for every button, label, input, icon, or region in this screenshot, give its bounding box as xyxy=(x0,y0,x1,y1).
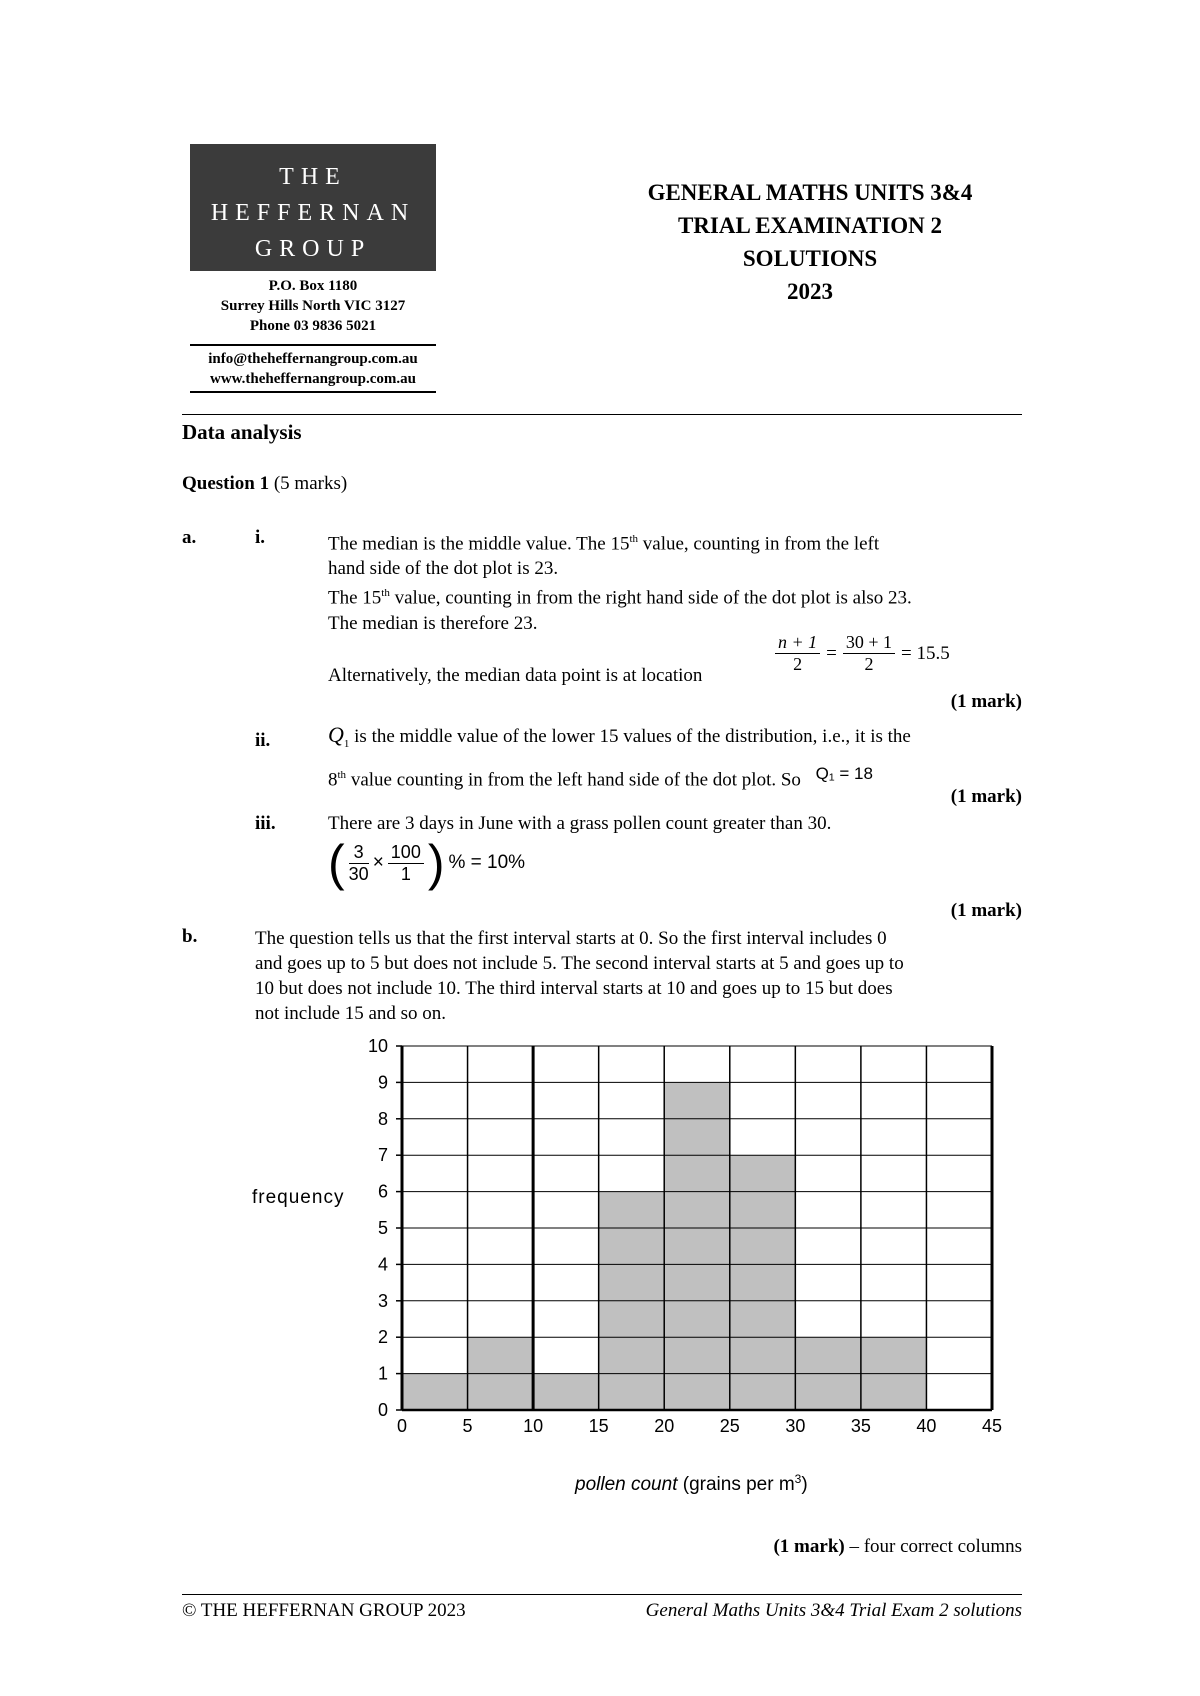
header-rule xyxy=(182,414,1022,415)
b-mark: (1 mark) xyxy=(773,1536,845,1557)
question-marks: (5 marks) xyxy=(273,473,348,494)
a-iii-formula xyxy=(328,835,526,891)
a-ii-answer: Q₁ = 18 xyxy=(815,764,873,784)
q1-symbol: Q xyxy=(328,722,344,747)
a-iii-result: % = 10% xyxy=(448,852,526,873)
a-i-frac-2-den: 2 xyxy=(864,654,874,674)
y-tick-label: 8 xyxy=(377,1108,388,1129)
a-iii-frac-1-den: 30 xyxy=(348,863,369,884)
histogram-bar xyxy=(664,1082,730,1410)
part-a-iii-label: iii. xyxy=(255,813,276,834)
a-i-line-2: hand side of the dot plot is 23. xyxy=(328,558,559,580)
logo-line-1: THE xyxy=(279,164,347,190)
email-link[interactable]: info@theheffernangroup.com.au xyxy=(208,351,418,367)
a-ii-sup: th xyxy=(337,768,347,781)
x-tick-label: 40 xyxy=(916,1416,937,1436)
part-a-i-label: i. xyxy=(255,527,266,548)
phone: Phone 03 9836 5021 xyxy=(249,318,377,334)
a-i-frac-1 xyxy=(775,632,820,675)
title-year: 2023 xyxy=(787,279,833,304)
left-paren: ( xyxy=(328,835,345,891)
b-mark-note: – four correct columns xyxy=(844,1536,1022,1557)
y-axis-label: frequency xyxy=(252,1187,345,1208)
part-b-label: b. xyxy=(182,926,198,947)
a-i-frac-2-num: 30 + 1 xyxy=(843,632,895,654)
y-tick-label: 3 xyxy=(377,1290,388,1311)
b-line-2: and goes up to 5 but does not include 5. The second interval starts at 5 and goes up to xyxy=(255,953,904,974)
a-iii-frac-2-den: 1 xyxy=(400,863,411,884)
q1-subscript: 1 xyxy=(343,737,350,750)
x-tick-label: 0 xyxy=(396,1416,408,1436)
a-i-alt-text: Alternatively, the median data point is at location xyxy=(328,665,703,686)
y-tick-label: 2 xyxy=(377,1327,388,1348)
b-mark-line xyxy=(773,1536,1022,1558)
title-line-3: SOLUTIONS xyxy=(742,246,878,271)
equals-sign: = xyxy=(826,642,837,664)
a-iii-frac-1-num: 3 xyxy=(349,842,369,864)
logo-line-3: GROUP xyxy=(254,236,372,262)
y-tick-label: 5 xyxy=(377,1218,388,1238)
a-iii-line-1: There are 3 days in June with a grass pollen count greater than 30. xyxy=(328,813,832,834)
a-i-line-1a: The median is the middle value. The 15 xyxy=(328,533,630,555)
x-tick-label: 45 xyxy=(981,1416,1003,1436)
b-line-1: The question tells us that the first interval starts at 0. So the first interval includes 0 xyxy=(255,928,887,949)
a-iii-frac-2-num: 100 xyxy=(388,842,424,864)
a-iii-mark: (1 mark) xyxy=(950,900,1022,921)
part-a-i-text xyxy=(328,527,1028,636)
a-i-sup-3: th xyxy=(381,587,390,600)
a-i-line-1b: value, counting in from the left xyxy=(638,533,880,555)
a-i-sup-1: th xyxy=(629,533,639,545)
right-paren: ) xyxy=(427,835,445,891)
histogram-bar xyxy=(402,1374,468,1410)
x-axis-label: pollen count (grains per $m^3$) xyxy=(575,1472,808,1495)
a-ii-mark: (1 mark) xyxy=(950,786,1022,807)
title-line-1: GENERAL MATHS UNITS 3&4 xyxy=(647,180,973,205)
part-a-ii-label: ii. xyxy=(255,730,271,751)
a-i-mark: (1 mark) xyxy=(950,691,1022,712)
times-sign: × xyxy=(372,852,384,873)
x-tick-label: 25 xyxy=(719,1416,740,1436)
histogram-chart xyxy=(230,1030,1030,1510)
footer-copyright: © THE HEFFERNAN GROUP 2023 xyxy=(182,1600,466,1621)
suburb: Surrey Hills North VIC 3127 xyxy=(220,298,406,314)
address-divider xyxy=(190,344,436,346)
logo xyxy=(190,144,436,271)
y-tick-label: 9 xyxy=(377,1072,388,1093)
x-tick-label: 30 xyxy=(785,1416,806,1436)
y-tick-label: 0 xyxy=(377,1400,388,1420)
a-iii-frac-1 xyxy=(349,842,369,885)
x-tick-label: 5 xyxy=(462,1416,473,1436)
x-tick-label: 10 xyxy=(523,1416,544,1436)
y-tick-label: 7 xyxy=(377,1145,388,1166)
logo-line-2: HEFFERNAN xyxy=(210,200,416,226)
y-tick-label: 1 xyxy=(377,1363,388,1384)
x-tick-label: 15 xyxy=(588,1416,609,1436)
a-ii-line-2a: 8 xyxy=(328,769,338,791)
y-tick-label: 10 xyxy=(367,1036,388,1056)
part-a-ii-text xyxy=(328,722,1028,792)
b-line-3: 10 but does not include 10. The third interval starts at 10 and goes up to 15 but does xyxy=(255,978,893,999)
title-line-2: TRIAL EXAMINATION 2 xyxy=(677,213,943,238)
part-b-text xyxy=(255,926,1035,1026)
x-tick-label: 35 xyxy=(850,1416,871,1436)
y-tick-label: 4 xyxy=(377,1254,388,1275)
section-heading: Data analysis xyxy=(182,420,302,444)
question-heading xyxy=(182,473,347,495)
a-iii-frac-2 xyxy=(388,842,424,885)
a-ii-line-2b: value counting in from the left hand side of the dot plot. So xyxy=(346,769,801,791)
part-a-label: a. xyxy=(182,527,197,548)
a-i-line-3b: value, counting in from the right hand side of the dot plot is also 23. xyxy=(389,587,912,609)
a-i-frac-2 xyxy=(843,632,895,675)
question-label: Question 1 xyxy=(182,473,270,494)
histogram-bar xyxy=(730,1155,796,1410)
a-i-formula xyxy=(775,632,950,675)
a-i-result: = 15.5 xyxy=(901,642,950,664)
x-tick-label: 20 xyxy=(654,1416,675,1436)
postal-address xyxy=(190,276,436,336)
a-i-frac-1-num: n + 1 xyxy=(775,632,820,654)
a-ii-line-1: is the middle value of the lower 15 values of the distribution, i.e., it is the xyxy=(349,726,911,747)
contact-divider xyxy=(190,391,436,393)
footer-rule xyxy=(182,1594,1022,1595)
contact-details xyxy=(190,349,436,389)
web-link[interactable]: www.theheffernangroup.com.au xyxy=(210,371,416,387)
b-line-4: not include 15 and so on. xyxy=(255,1003,447,1024)
a-i-frac-1-den: 2 xyxy=(793,654,803,674)
a-i-line-3a: The 15 xyxy=(328,587,382,609)
po-box: P.O. Box 1180 xyxy=(268,278,358,294)
histogram-bar xyxy=(533,1374,599,1410)
document-title xyxy=(540,176,1080,308)
a-i-line-4: The median is therefore 23. xyxy=(328,612,538,634)
footer-exam-title: General Maths Units 3&4 Trial Exam 2 solutions xyxy=(645,1600,1022,1621)
y-tick-label: 6 xyxy=(377,1181,388,1202)
